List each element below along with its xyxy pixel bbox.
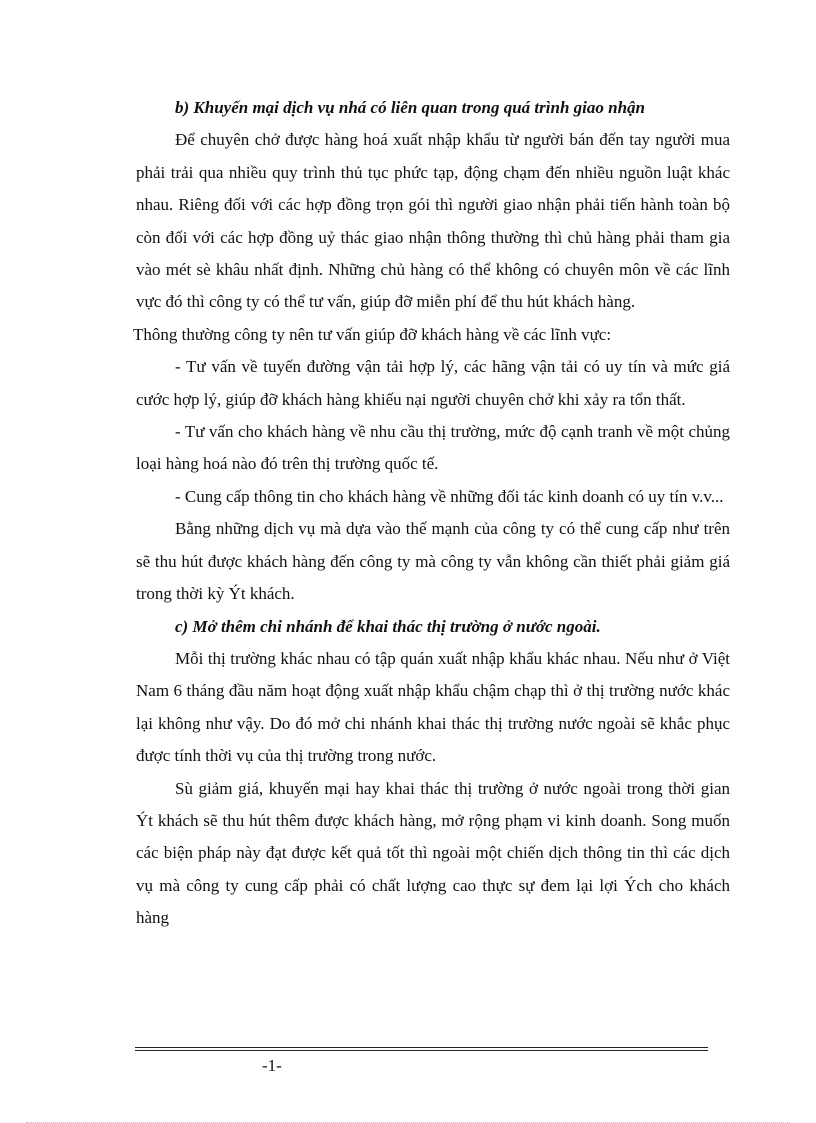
- section-heading-c: c) Mở thêm chi nhánh để khai thác thị trường ở nước ngoài.: [175, 616, 601, 636]
- paragraph: Thông thường công ty nên tư vấn giúp đỡ khách hàng về các lĩnh vực:: [133, 324, 612, 344]
- footer-rule: [135, 1050, 708, 1051]
- section-heading-b: b) Khuyến mại dịch vụ nhá có liên quan trong quá trình giao nhận: [175, 98, 645, 117]
- page-number: -1-: [262, 1056, 282, 1075]
- paragraph: Bằng những dịch vụ mà dựa vào thế mạnh của công ty có thể cung cấp như trên sẽ thu hút được khách hàng đến công ty mà công ty vẫn không cần thiết phải giảm giá trong thời kỳ Ýt khách.: [136, 519, 730, 604]
- paragraph: Mỗi thị trường khác nhau có tập quán xuất nhập khẩu khác nhau. Nếu như ở Việt Nam 6 tháng đầu năm hoạt động xuất nhập khẩu chậm chạp thì ở thị trường nước khác lại không như vậy. Do đó mở chi nhánh khai thác thị trường nước ngoài sẽ khắc phục được tính thời vụ của thị trường trong nước.: [136, 648, 730, 766]
- paragraph: Sù giảm giá, khuyến mại hay khai thác thị trường ở nước ngoài trong thời gian Ýt khách sẽ thu hút thêm được khách hàng, mở rộng phạm vi kinh doanh. Song muốn các biện pháp này đạt được kết quả tốt thì ngoài một chiến dịch thông tin thì các dịch vụ mà công ty cung cấp phải có chất lượng cao thực sự đem lại lợi Ých cho khách hàng: [136, 778, 730, 928]
- bullet-item: - Cung cấp thông tin cho khách hàng về những đối tác kinh doanh có uy tín v.v...: [175, 486, 724, 506]
- paragraph: Để chuyên chở được hàng hoá xuất nhập khẩu từ người bán đến tay người mua phải trải qua nhiều quy trình thủ tục phức tạp, động chạm đến nhiều nguồn luật khác nhau. Riêng đối với các hợp đồng trọn gói thì người giao nhận phải tiến hành toàn bộ còn đối với các hợp đồng uỷ thác giao nhận thông thường thì chủ hàng phải tham gia vào mét sè khâu nhất định. Những chủ hàng có thể không có chuyên môn về các lĩnh vực đó thì công ty có thể tư vấn, giúp đỡ miễn phí để thu hút khách hàng.: [136, 130, 730, 312]
- bullet-item: - Tư vấn cho khách hàng về nhu cầu thị trường, mức độ cạnh tranh về một chủng loại hàng hoá nào đó trên thị trường quốc tế.: [136, 422, 730, 474]
- footer-rule: [135, 1047, 708, 1048]
- body-text: [133, 92, 730, 935]
- bullet-item: - Tư vấn về tuyến đường vận tải hợp lý, các hãng vận tải có uy tín và mức giá cước hợp lý, giúp đỡ khách hàng khiếu nại người chuyên chở khi xảy ra tổn thất.: [136, 357, 730, 409]
